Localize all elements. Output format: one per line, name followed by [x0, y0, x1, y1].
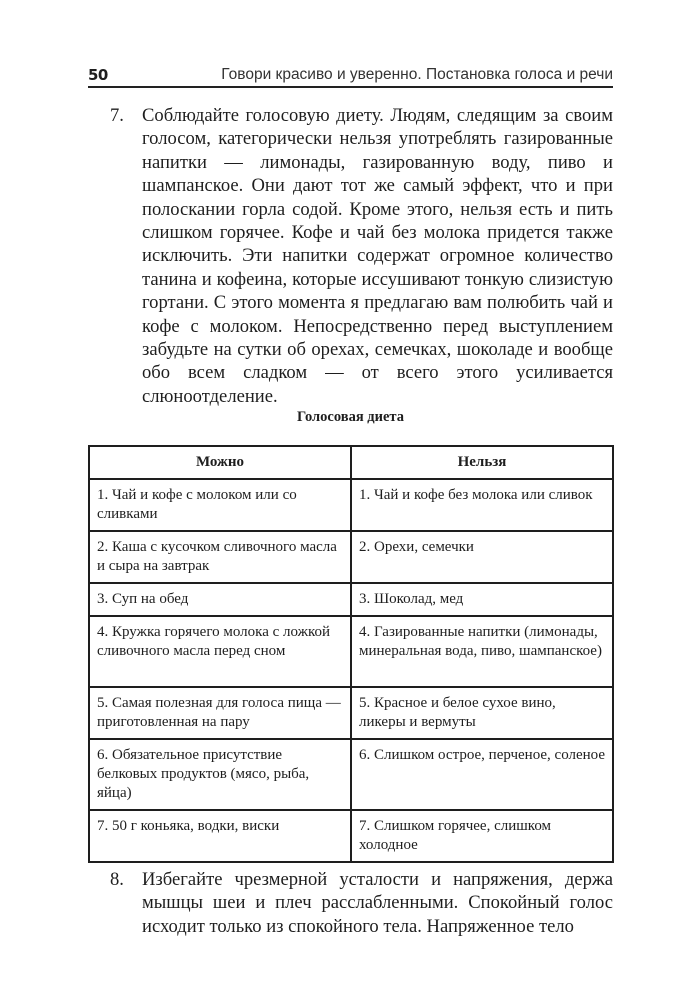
table-cell: 2. Орехи, семечки	[351, 531, 613, 583]
table-header-row	[89, 446, 613, 479]
list-item-8	[110, 868, 613, 938]
list-item-7	[110, 104, 613, 408]
voice-diet-table	[88, 445, 614, 863]
running-title: Говори красиво и уверенно. Постановка голоса и речи	[221, 66, 613, 83]
table-cell: 3. Суп на обед	[89, 583, 351, 616]
table-cell: 1. Чай и кофе с молоком или со сливками	[89, 479, 351, 531]
table-cell: 7. 50 г коньяка, водки, виски	[89, 810, 351, 862]
table-row	[89, 583, 613, 616]
item-text: Соблюдайте голосовую диету. Людям, следящим за своим голосом, категорически нельзя употреблять газированные напитки — лимонады, газированную воду, пиво и шампанское. Они дают тот же самый эффект, что и при полоскании горла содой. Кроме этого, нельзя есть и пить слишком горячее. Кофе и чай без молока придется также исключить. Эти напитки содержат огромное количество танина и кофеина, которые иссушивают тонкую слизистую гортани. С этого момента я предлагаю вам полюбить чай и кофе с молоком. Непосредственно перед выступлением забудьте на сутки об орехах, семечках, шоколаде и вообще обо всем сладком — от всего этого усиливается слюноотделение.	[142, 105, 613, 407]
table-cell: 5. Красное и белое сухое вино, ликеры и вермуты	[351, 687, 613, 739]
table-cell: 4. Газированные напитки (лимонады, минеральная вода, пиво, шампанское)	[351, 616, 613, 687]
table-row	[89, 531, 613, 583]
item-number: 7.	[110, 105, 124, 126]
table-row	[89, 810, 613, 862]
table-row	[89, 479, 613, 531]
column-header-forbidden: Нельзя	[351, 446, 613, 479]
table-cell: 7. Слишком горячее, слишком холодное	[351, 810, 613, 862]
column-header-allowed: Можно	[89, 446, 351, 479]
table-cell: 6. Обязательное присутствие белковых продуктов (мясо, рыба, яйца)	[89, 739, 351, 810]
running-header	[88, 64, 613, 88]
page-number: 50	[88, 66, 108, 84]
item-number: 8.	[110, 869, 124, 890]
table-cell: 3. Шоколад, мед	[351, 583, 613, 616]
table-row	[89, 739, 613, 810]
table-cell: 6. Слишком острое, перченое, соленое	[351, 739, 613, 810]
table-cell: 4. Кружка горячего молока с ложкой сливочного масла перед сном	[89, 616, 351, 687]
table-cell: 1. Чай и кофе без молока или сливок	[351, 479, 613, 531]
table-row	[89, 687, 613, 739]
table-row	[89, 616, 613, 687]
table-title: Голосовая диета	[297, 409, 404, 425]
table-cell: 5. Самая полезная для голоса пища — приготовленная на пару	[89, 687, 351, 739]
table-cell: 2. Каша с кусочком сливочного масла и сыра на завтрак	[89, 531, 351, 583]
item-text: Избегайте чрезмерной усталости и напряжения, держа мышцы шеи и плеч расслабленными. Спокойный голос исходит только из спокойного тела. Напряженное тело	[142, 869, 613, 937]
